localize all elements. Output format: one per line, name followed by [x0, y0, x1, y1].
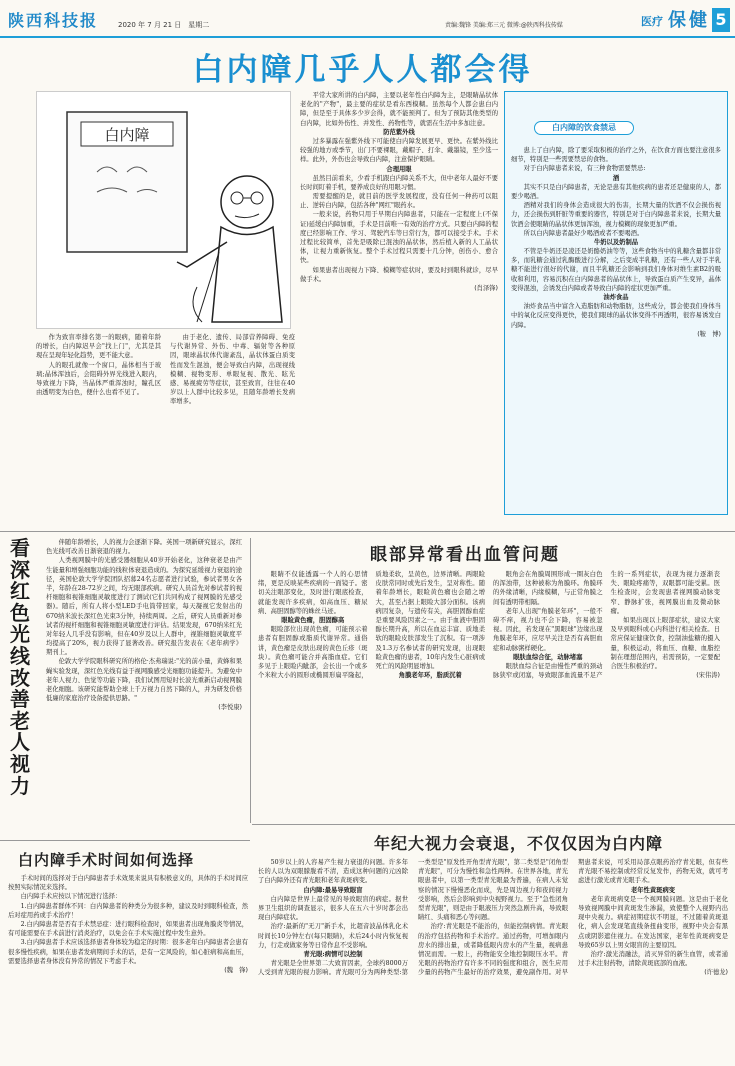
headline-eye-vessels: 眼部异常看出血管问题	[370, 545, 560, 565]
author-article4: (许德龙)	[704, 969, 728, 977]
section-title: 保健	[668, 10, 710, 31]
divider	[0, 840, 250, 841]
headline-surgery-timing: 白内障手术时间如何选择	[18, 851, 195, 869]
vertical-headline: 看深红色光线改善老人视力	[10, 536, 30, 798]
section-label: 医疗	[641, 15, 663, 28]
author-article1: (肖泽锋)	[474, 284, 498, 292]
author-article5: (魏 锋)	[224, 966, 248, 974]
article-surgery-timing: 手术时间的选择对于白内障患者手术效果来说具有积极意义的，具体的手术时间应按照实际情况来选择。 白内障手术应按以下情况进行选择： 1.白内障患者群体不同：白内障患者的种类分为很多种，建议及时到眼科检查，然后对症用药或手术治疗！ 2.白内障患者是否有手术禁忌症：进行眼科检查时，如果患者出现角膜炎等情况，有可能需要在手术前进行消炎治疗，以免会在手术实施过程中发生意外。 3.白内障患者手术应该选择患者身体较为稳定的时期：很多老年白内障患者会患有很多慢性疾病，如果在患者发病期间手术的话，是有一定风险的，如心脏病和高血压，需要选择患者身体没有异常的情况下考虑手术。 (魏 锋)	[8, 875, 248, 974]
author-article3: (宋伟涛)	[696, 672, 720, 680]
eye-chart-cartoon-icon	[37, 92, 290, 328]
article-vision-decline: 50岁以上的人容易产生视力衰退的问题。许多年长的人以为双眼朦胧看不清，造成这种问题的元凶除了白内障外还有青光眼和老年黄斑病变。 白内障:最易导致眼盲 白内障是世界上最常见的导致眼盲的病症。据世界卫生组织的调查显示，很多人在五六十岁时都会出现白内障症状。 治疗:最新的"无刀"新手术，比超音波晶体乳化术时间长10分钟左右(每只眼睛)，术后24小时内恢复视力，行走或做家务等日常作息不受影响。 青光眼:病情可以控制 青光眼是全世界第二大致盲因素，全球约8000万人受到青光眼的视力影响。青光眼可分为两种类型:第一类型是"原发性开角型青光眼"，第二类型是"闭角型青光眼"，可分为慢性和急性两种。在世界各地，青光眼患者中，以第一类型青光眼最为普遍，在病人未觉察的情况下慢慢恶化而成，先是周边视力和夜间视力受影响，然后会影响到中央视野视力。至于"急性闭角型青光眼"，则是由于眼液压力突然急剧升高，导致眼睛红、头痛和恶心等问题。 治疗:青光眼是不能治的，但能控制病情。青光眼的治疗包括药物和手术治疗。通过药物，可增加眼内房水的排出量，或者降低眼内房水的产生量，视病患情况而需。一般上，药物能安全地控制眼压水平。青光眼的药物治疗有许多不同的强度和组合，医生应用少量的药物产生最好的治疗效果，避免副作用。对早期患者来说，可采用局部点眼药治疗青光眼，但有些青光眼不易控制或经常反复发作，药物无效，就可考虑进行激光或青光眼手术。 老年性黄斑病变 老年黄斑病变是一个视网膜问题。这是由于老化导致视网膜中间黄斑发生渗漏，致使整个人视野内出现中央视力。病症初期症状不明显，不过随着黄斑退化，病人会发现笔直线条扭曲变形，视野中央会有黑点或阴影遮住视力。在发达国家，老年性黄斑病变是导致65岁以上男女眼盲的主要原因。 治疗:激光消融法，消灭异常的新生血管，或者通过手术注射药物，清除黄斑底部的血液。 (许德龙)	[258, 859, 728, 977]
article-cataract-col2: 由于老化、遗传、局部营养障碍、免疫与代谢异常、外伤、中毒、辐射等各种原因，眼球晶状体代谢紊乱，晶状体蛋白质变性而发生混浊，便会导致白内障，出现视线模糊、视物变形、单眼复视、散光、眩光感、易视疲劳等症状，甚至致盲，往往在40岁以上人群中比较多见，且随年龄增长发病率增多。	[170, 334, 295, 406]
headline-vision-decline: 年纪大视力会衰退，不仅仅因为白内障	[374, 834, 664, 853]
divider	[250, 538, 251, 823]
issue-date: 2020 年 7 月 21 日 星期二	[118, 21, 210, 29]
article-redlight: 伴随年龄增长，人的视力会逐渐下降。英国一项新研究显示，深红色光线可改善日渐衰退的视力。 人类视网膜中的光感受器细胞从40岁开始老化，这种衰老是由产生能量和增强细胞功能的线粒体衰退造成的。为探究延缓视力衰退的途径，英国伦敦大学学院团队招募24名志愿者进行试验，参试者男女各半，年龄在28-72岁之间，均无眼部疾病。研究人员首先对参试者的视杆细胞和视锥细胞灵敏度进行了测试(它们共同构成了视网膜的光感受器)。随后，所有人将小型LED手电筒带回家，每天凝视它发射出的670纳米波长深红色光束3分钟，持续两周。之后，研究人员重新对参试者的视杆细胞和视锥细胞灵敏度进行评估。结果发现，670纳米红光对年轻人几乎没有影响，但在40岁及以上人群中，视锥细胞灵敏度平均提高了20%，视力获得了显著改善。研究报告发表在《老年病学》期刊上。 伦敦大学学院眼科研究所的格伦·杰弗瑞说:"光的前小量，黄蜂和果蝇实验发现，深红色光线有益于视网膜感受光细胞功能提升。为避免中老年人视力、色觉等功能下降，我们试图用短时长波光重新启动视网膜老化细胞。该研究能帮助全球上千万视力自然下降的人，并为研发价格低廉的家庭治疗设备提供思路。" (李悦康)	[46, 539, 242, 712]
author-sidebar: (鞍 博)	[697, 330, 721, 338]
article-eye-vessels: 眼睛不仅能透露一个人的心思情绪，更是反映某些疾病的一面镜子。密切关注眼部变化，及时进行眼底检查，就能发现许多疾病，如高血压、糖尿病、高胆固醇等的蛛丝马迹。 眼睑黄色瘤，胆固醇高 眼睑部位出现黄色瘤，可能预示着患者有胆固醇或脂质代谢异常。通俗讲，黄色瘤是皮肤出现的黄色丘疹（斑块）。黄色瘤可能合并高脂血症。它们多见于上眼睑内眦部，会长出一个或多个米粒大小的圆形或椭圆形扁平隆起，质地柔软，呈黄色，边界清晰。两眼睑皮肤常同时或先后发生，呈对称性。随着年龄增长，眼睑黄色瘤也会随之增大，甚至占据上眼睑大部分面积。该病病因复杂，与遗传有关，高胆固醇血症是重要风险因素之一。由于血液中胆固醇长期升高，所以在血运丰富、质地柔软的眼睑皮肤部发生了沉积。有一项涉及1.3万名参试者的研究发现，出现眼睑黄色瘤的患者，10年内发生心脏病或死亡的风险明显增加。 角膜老年环，脂质沉着 眼角会在角膜周围形成一圈灰白色的浑浊带，这种被称为角膜环。角膜环的外缘清晰，内缘模糊，与正常角膜之间有透明带相隔。 老年人出现"角膜老年环"，一般不碍不痒，视力也不会下降，容易被忽视。因此，若发现在"黑眼球"边缘出现角膜老年环，应尽早关注是否有高胆血症和动脉粥样硬化。 眼肤血综合征，动脉堵塞 眼肤血综合征是由慢性严重的颈动脉狭窄或闭塞，导致眼部血流量不足产生的一系列症状，表现为视力逐渐丧失、眼睑疼痛等，双眼都可能受累。医生检查时，会发现患者视网膜动脉变窄、静脉扩张，视网膜出血及微动脉瘤。 如果出现以上眼部症状，建议大家及早到眼科或心内科进行相关检查。日常应保证健康饮食，控制油盐糖的摄入量，积极运动，将血压、血糖、血脂控制在理想范围内，若需预防，一定要配合医生积极治疗。 (宋伟涛)	[258, 571, 720, 680]
divider	[252, 824, 735, 825]
masthead: 陕西科技报	[8, 11, 99, 30]
headline-cataract: 白内障几乎人人都会得	[192, 52, 533, 88]
page-header	[0, 0, 735, 38]
page-number: 5	[712, 8, 730, 32]
author-article2: (李悦康)	[218, 704, 242, 712]
divider	[0, 531, 735, 532]
sidebar-title: 白内障的饮食禁忌	[534, 121, 634, 135]
cartoon-illustration	[36, 91, 291, 329]
article-cataract-col1: 作为致盲率排名第一的眼病，随着年龄的增长，白内障迟早会"找上门"，尤其是其現在呈现年轻化趋势，更不能大意。 人的眼孔就像一个窗口，晶体相当于玻璃;晶体浑浊后，会阻碍外界光线进入眼内，导致视力下降，当晶体严重浑浊时，瞳孔区由透明变为白色，便什么也看不见了。	[36, 334, 161, 397]
editor-credits: 责编:魏锋 美编:郑三元 微博:@陕西科技传媒	[445, 22, 563, 29]
article-cataract-col3: 平常大家所讲的白内障，主要以老年性白内障为主，是眼睛晶状体老化的"产物"，最主要的症状是看东西模糊。虽然每个人都会患白内障，但是至于具体多少岁会得，就不能预判了。但为了预防其他类型的白内障，比如外伤性、并发性、药物性等，就需在生活中多加注意。 防范紫外线 过多暴露在强紫外线下可能使白内障发展更早、更快。在紫外线比较强的地方或季节，出门不要裸眼，戴帽子、打伞、戴墨镜，至少选一样。此外，外伤也会导致白内障，注意保护眼睛。 合理用眼 虽然目前看来，少看手机跟白内障关系不大，但中老年人最好不要长时间盯着手机，要养成良好的用眼习惯。 需要提醒的是，就目前的医学发展程度，没有任何一种药可以阻止、逆转白内障，包括各种"网红"眼药水。 一般来说，药物只用于早期白内障患者，只能在一定程度上(不保证)延缓白内障加重，手术是目前唯一有效的治疗方式。只要白内障的程度已经影响工作、学习、驾驶汽车等日常行为，都可以接受手术。手术过程比较简单，首先是吸除已混浊的晶状体，然后植入新的人工晶状体，让视力重新恢复。整个手术过程只需要十几分钟，创伤小、愈合快。 如果患者出现视力下降、模糊等症状时，要及时到眼科就诊，尽早做手术。 (肖泽锋)	[300, 92, 498, 292]
illustration-sign: 白内障	[104, 126, 150, 144]
sidebar-diet-text: 患上了白内障，除了要采取积极的治疗之外，在饮食方面也要注意很多细节，特别是一些需要禁忌的食物。 对于白内障患者来说，有三种食物需要禁忌: 酒 其实不只是白内障患者，无论是患有其他疾病的患者还是健康的人，都要少喝酒。 酒精对我们的身体会造成很大的伤害，长期大量的饮酒不仅会损伤视力，还会损伤到肝脏等重要的器官，特别是对于白内障患者来说，长期大量饮酒会使眼睛的晶状体更加浑浊，视力模糊的现象更加严重。 所以白内障患者最好少喝酒或者不要喝酒。 牛奶以及奶制品 不管是牛奶还是凌还是奶酪奶油等等，这些食物当中的乳糖含量都非常多，而乳糖会通过乳酶酸进行分解，之后变成半乳糖，还有一些人对于半乳糖不能进行很好的代谢，而且半乳糖还会影响到我们身体对维生素B2的吸收和利用，容易沉积在白内障患者的晶状体上，导致蛋白质产生变异，晶体变得混浊，会诱发白内障或者导致白内障的症状更加严重。 油炸食品 油炸食品当中富含入造脂肪和动物脂肪，这些成分，都会使我们身体当中的氧化反应变得更快，使我们眼球的晶状体变得不再透明，很容易诱发白内障。 (鞍 博)	[511, 147, 721, 338]
